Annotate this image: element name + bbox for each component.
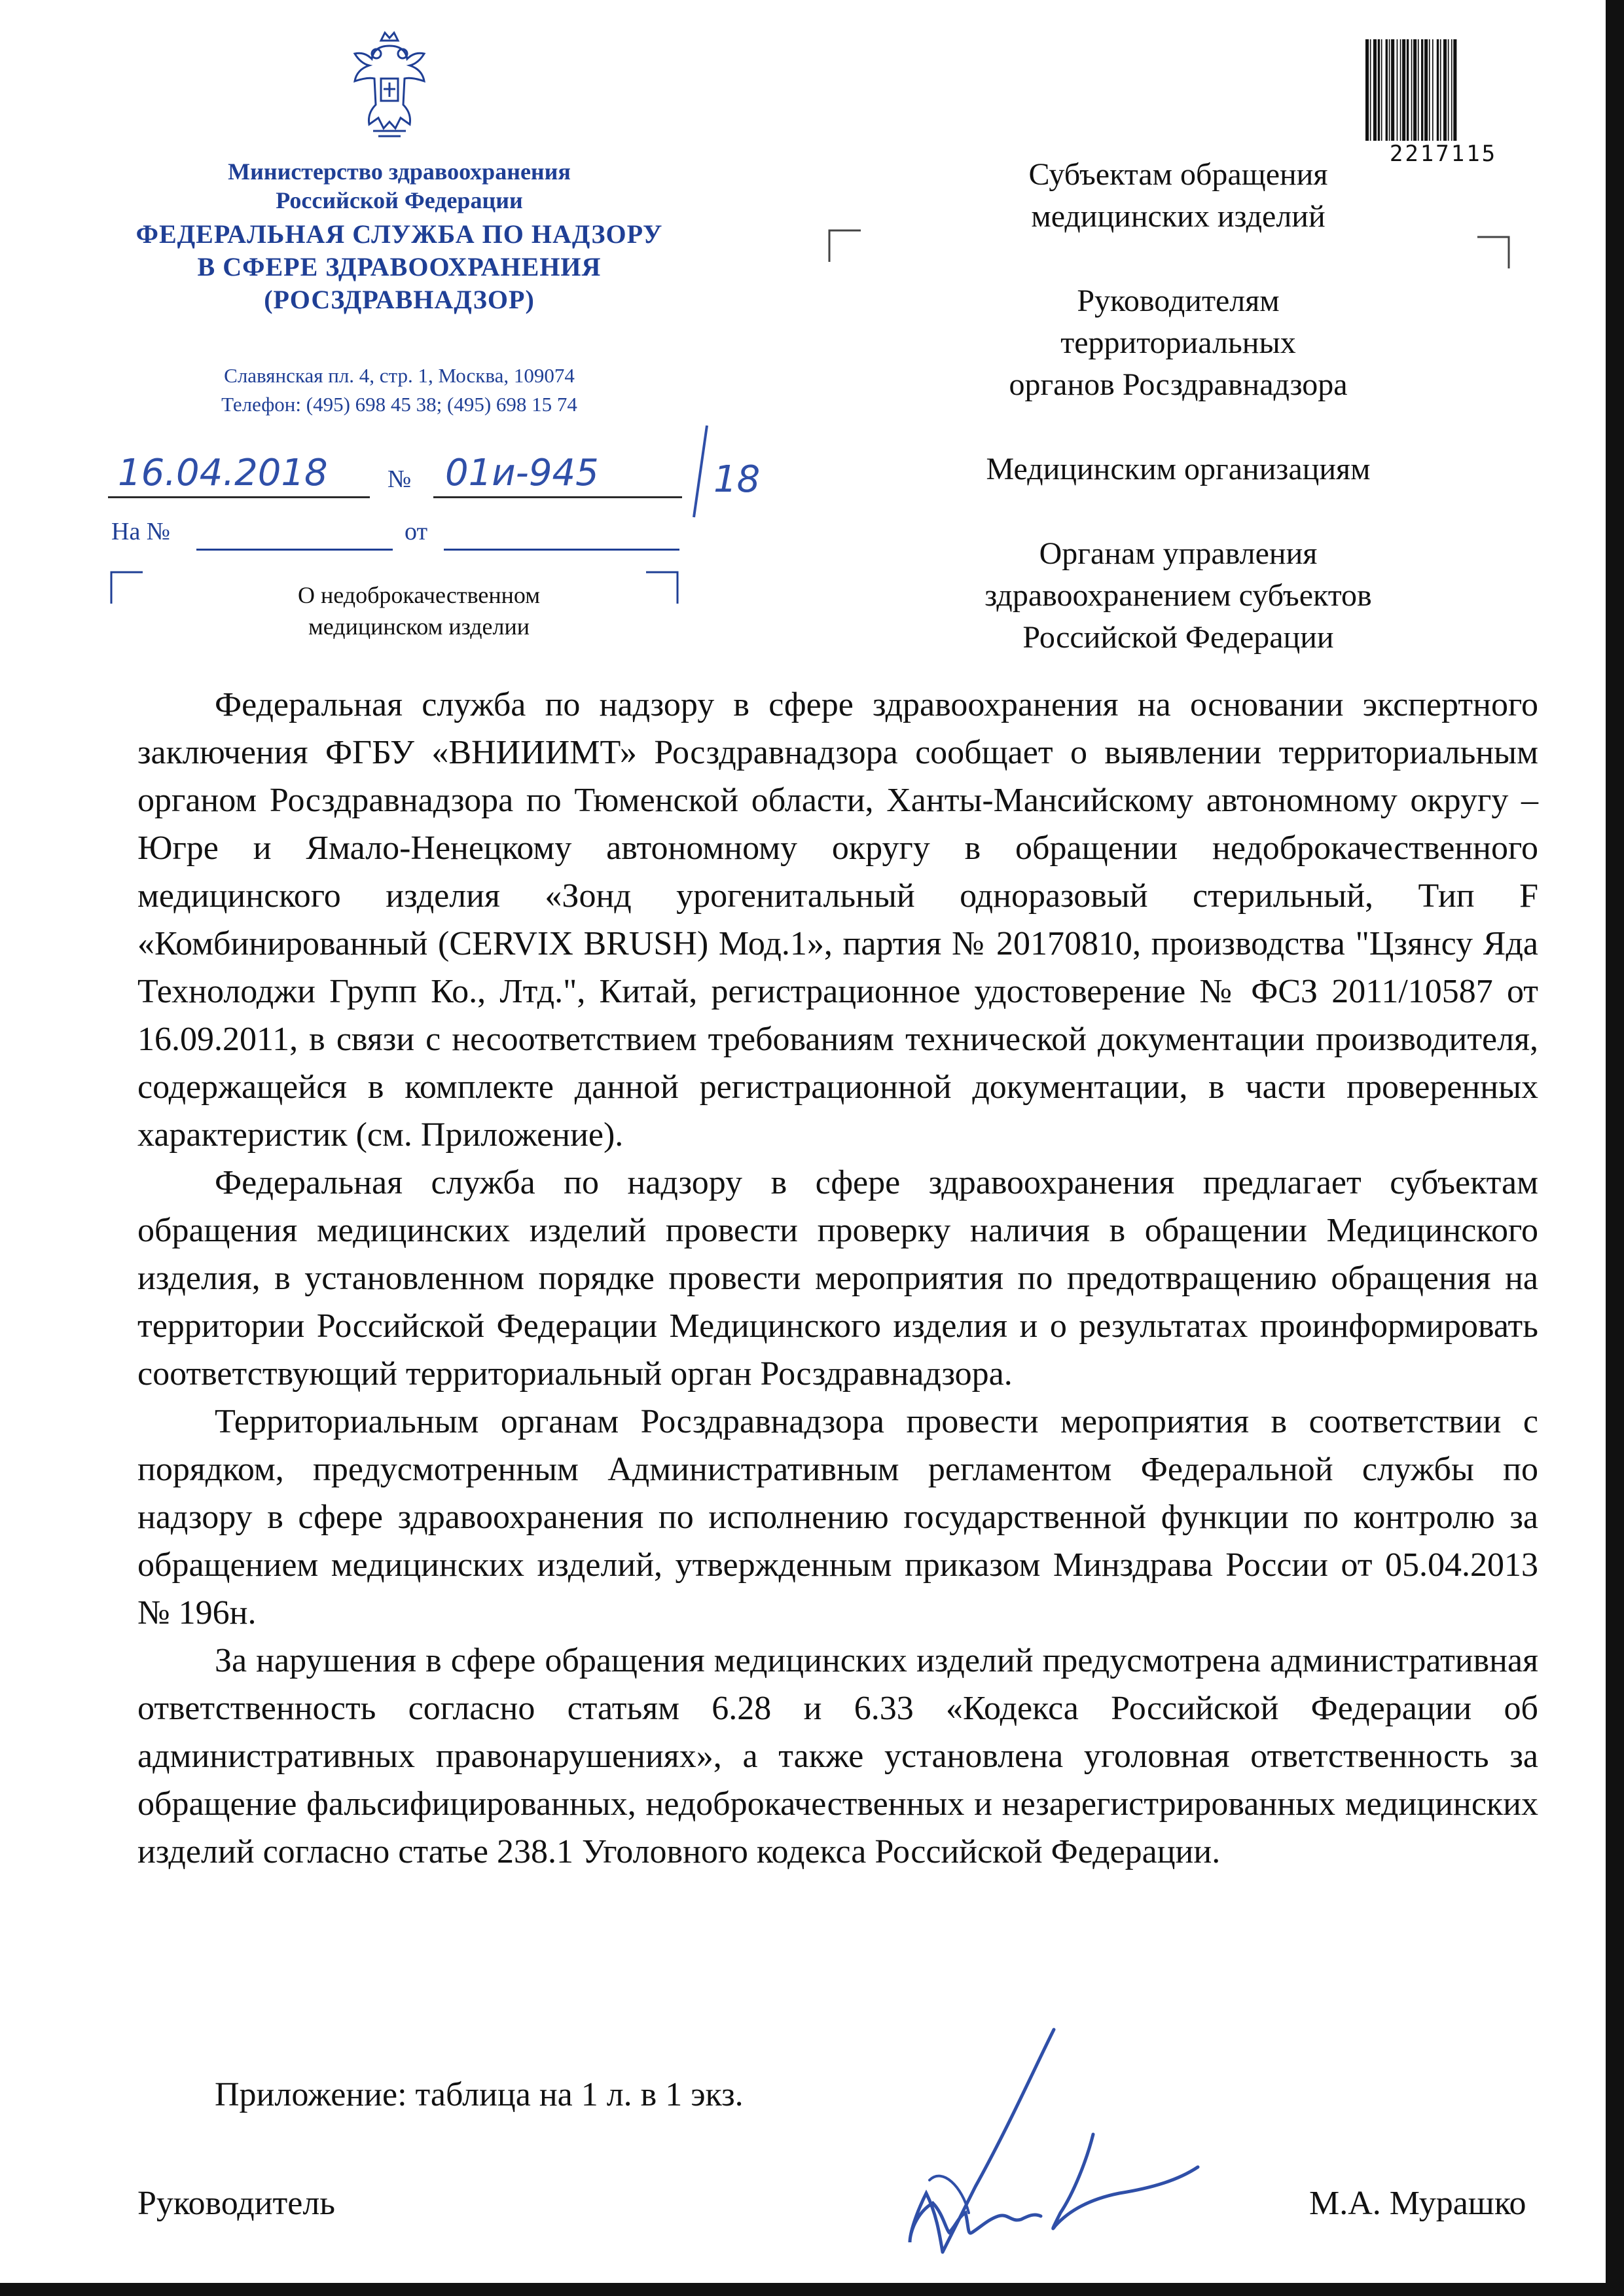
handwritten-number: 01и-945 — [445, 452, 599, 494]
body-paragraph: За нарушения в сфере обращения медицинских изделий предусмотрена административная ответственность согласно статьям 6.28 и 6.33 «Кодекса Российской Федерации об административных правонарушениях», а также установлена уголовная ответственность за обращение фальсифицированных, недоброкачественных и незарегистрированных медицинских изделий согласно статье 238.1 Уголовного кодекса Российской Федерации. — [137, 1642, 1538, 1870]
recipients-block — [903, 154, 1453, 701]
attachment-note: Приложение: таблица на 1 л. в 1 экз. — [215, 2076, 744, 2113]
recipient — [903, 280, 1453, 406]
scan-border-bottom — [0, 2283, 1624, 2296]
recipient-line: медицинских изделий — [1031, 199, 1326, 234]
recipient — [903, 533, 1453, 659]
number-suffix — [681, 419, 759, 524]
ministry-line: Министерство здравоохранения — [228, 158, 571, 185]
corner-mark-recipients-right — [1476, 236, 1510, 270]
recipient-line: Субъектам обращения — [1028, 157, 1328, 192]
scan-border-right — [1606, 0, 1624, 2296]
reference-label: На № — [111, 518, 171, 545]
corner-mark-top-right — [645, 571, 679, 605]
recipient-line: Руководителям — [1077, 283, 1280, 318]
recipient-line: территориальных — [1060, 325, 1296, 360]
barcode-label — [1335, 26, 1538, 167]
barcode-icon — [1365, 39, 1523, 141]
service-line: ФЕДЕРАЛЬНАЯ СЛУЖБА ПО НАДЗОРУ — [135, 219, 663, 249]
handwritten-date: 16.04.2018 — [118, 452, 328, 494]
body-paragraph: Федеральная служба по надзору в сфере здравоохранения предлагает субъектам обращения медицинских изделий провести проверку наличия в обращении Медицинского изделия, в установленном порядке провести мероприятия по предотвращению обращения на территории Российской Федерации Медицинского изделия и о результатах проинформировать соответствующий территориальный орган Росздравнадзора. — [137, 1164, 1538, 1393]
signer-position: Руководитель — [137, 2185, 335, 2222]
corner-mark-recipients-left — [828, 229, 862, 263]
barcode-number: 2217115 — [1389, 141, 1498, 167]
ministry-name — [131, 157, 668, 215]
service-line: (РОСЗДРАВНАДЗОР) — [264, 285, 535, 314]
contact-info — [131, 361, 668, 419]
letter-body — [137, 681, 1538, 1876]
recipient-line: Российской Федерации — [1022, 620, 1334, 655]
recipient — [903, 448, 1453, 490]
number-sign: № — [388, 465, 412, 493]
number-suffix-text: 18 — [713, 458, 761, 501]
reference-date-line — [444, 549, 679, 551]
reference-number-line — [196, 549, 393, 551]
ministry-line: Российской Федерации — [276, 187, 523, 213]
signer-name: М.А. Мурашко — [1309, 2185, 1526, 2222]
number-underline — [433, 496, 682, 498]
body-paragraph: Федеральная служба по надзору в сфере здравоохранения на основании экспертного заключения ФГБУ «ВНИИИМТ» Росздравнадзора сообщает о выявлении территориальным органом Росздравнадзора по Тюменской области, Ханты-Мансийскому автономному округу – Югре и Ямало-Ненецкому автономному округу в обращении недоброкачественного медицинского изделия «Зонд урогенитальный одноразовый стерильный, Тип F «Комбинированный (CERVIX BRUSH) Мод.1», партия № 20170810, производства "Цзянсу Яда Технолоджи Групп Ко., Лтд.", Китай, регистрационное удостоверение № ФСЗ 2011/10587 от 16.09.2011, в связи с несоответствием требованиям технической документации производителя, содержащейся в комплекте данной регистрационной документации, в части проверенных характеристик (см. Приложение). — [137, 686, 1538, 1154]
service-name — [131, 218, 668, 316]
corner-mark-top-left — [110, 571, 144, 605]
subject-line: медицинском изделии — [308, 613, 530, 640]
letter-subject — [236, 579, 602, 642]
body-paragraph: Территориальным органам Росздравнадзора провести мероприятия в соответствии с порядком, предусмотренным Административным регламентом Федеральной службы по надзору в сфере здравоохранения по исполнению государственной функции по контролю за обращением медицинских изделий, утвержденным приказом Минздрава России от 05.04.2013 № 196н. — [137, 1403, 1538, 1631]
address: Славянская пл. 4, стр. 1, Москва, 109074 — [224, 364, 575, 387]
reference-from-label: от — [405, 518, 428, 545]
recipient-line: здравоохранением субъектов — [984, 578, 1372, 613]
handwritten-signature-icon — [812, 2016, 1204, 2265]
subject-line: О недоброкачественном — [298, 582, 540, 608]
date-underline — [108, 496, 370, 498]
phone: Телефон: (495) 698 45 38; (495) 698 15 74 — [221, 393, 577, 416]
service-line: В СФЕРЕ ЗДРАВООХРАНЕНИЯ — [197, 252, 602, 282]
double-headed-eagle-emblem-icon — [347, 26, 432, 141]
recipient-line: органов Росздравнадзора — [1009, 367, 1348, 402]
recipient-line: Органам управления — [1039, 536, 1318, 571]
recipient-line: Медицинским организациям — [986, 452, 1371, 486]
